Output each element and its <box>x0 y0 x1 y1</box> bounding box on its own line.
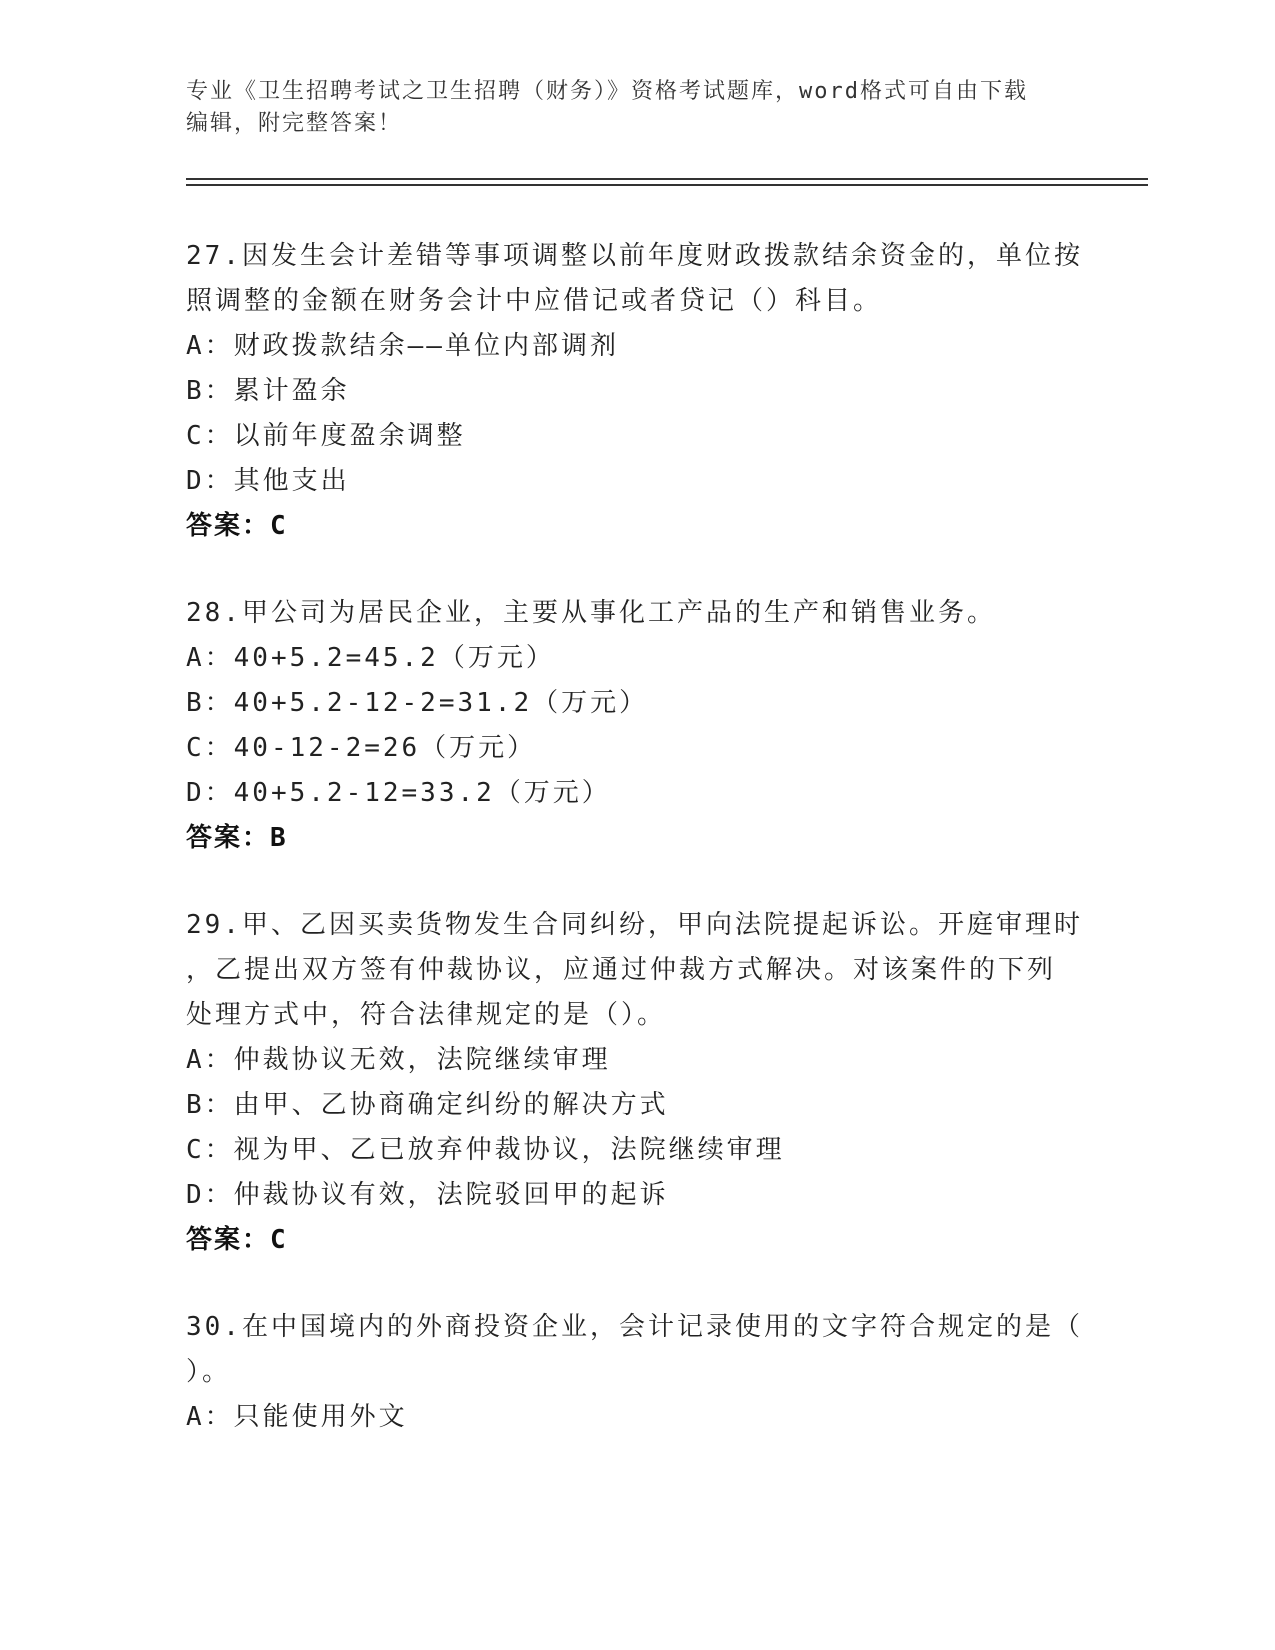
option-b: B：由甲、乙协商确定纠纷的解决方式 <box>186 1090 669 1120</box>
option-b: B：40+5.2-12-2=31.2（万元） <box>186 688 649 718</box>
question-text-line: ）。 <box>186 1357 232 1387</box>
option-d: D：其他支出 <box>186 466 350 496</box>
answer-label: 答案：C <box>186 511 288 541</box>
question-text-line: 照调整的金额在财务会计中应借记或者贷记（）科目。 <box>186 286 883 316</box>
header-divider-bottom <box>186 184 1148 186</box>
header-line-1: 专业《卫生招聘考试之卫生招聘（财务）》资格考试题库，word格式可自由下载 <box>186 79 1028 104</box>
question-list <box>186 234 1086 1482</box>
question-text-line: 30.在中国境内的外商投资企业，会计记录使用的文字符合规定的是（ <box>186 1312 1083 1342</box>
header-line-2: 编辑，附完整答案！ <box>186 111 403 136</box>
question-27 <box>186 234 1086 549</box>
option-c: C：以前年度盈余调整 <box>186 421 466 451</box>
option-a: A：财政拨款结余——单位内部调剂 <box>186 331 619 361</box>
question-text-line: 处理方式中，符合法律规定的是（）。 <box>186 1000 667 1030</box>
option-a: A：40+5.2=45.2（万元） <box>186 643 555 673</box>
document-header <box>186 76 1086 140</box>
answer-label: 答案：B <box>186 823 288 853</box>
question-text-line: 29.甲、乙因买卖货物发生合同纠纷，甲向法院提起诉讼。开庭审理时 <box>186 910 1083 940</box>
option-d: D：40+5.2-12=33.2（万元） <box>186 778 611 808</box>
answer-label: 答案：C <box>186 1225 288 1255</box>
question-28 <box>186 591 1086 861</box>
question-30 <box>186 1305 1086 1440</box>
option-d: D：仲裁协议有效，法院驳回甲的起诉 <box>186 1180 669 1210</box>
option-c: C：视为甲、乙已放弃仲裁协议，法院继续审理 <box>186 1135 785 1165</box>
option-a: A：只能使用外文 <box>186 1402 408 1432</box>
question-29 <box>186 903 1086 1263</box>
question-text-line: 27.因发生会计差错等事项调整以前年度财政拨款结余资金的，单位按 <box>186 241 1083 271</box>
question-text-line: ，乙提出双方签有仲裁协议，应通过仲裁方式解决。对该案件的下列 <box>186 955 1057 985</box>
option-a: A：仲裁协议无效，法院继续审理 <box>186 1045 611 1075</box>
option-c: C：40-12-2=26（万元） <box>186 733 537 763</box>
header-divider-top <box>186 178 1148 180</box>
question-text-line: 28.甲公司为居民企业，主要从事化工产品的生产和销售业务。 <box>186 598 996 628</box>
option-b: B：累计盈余 <box>186 376 350 406</box>
